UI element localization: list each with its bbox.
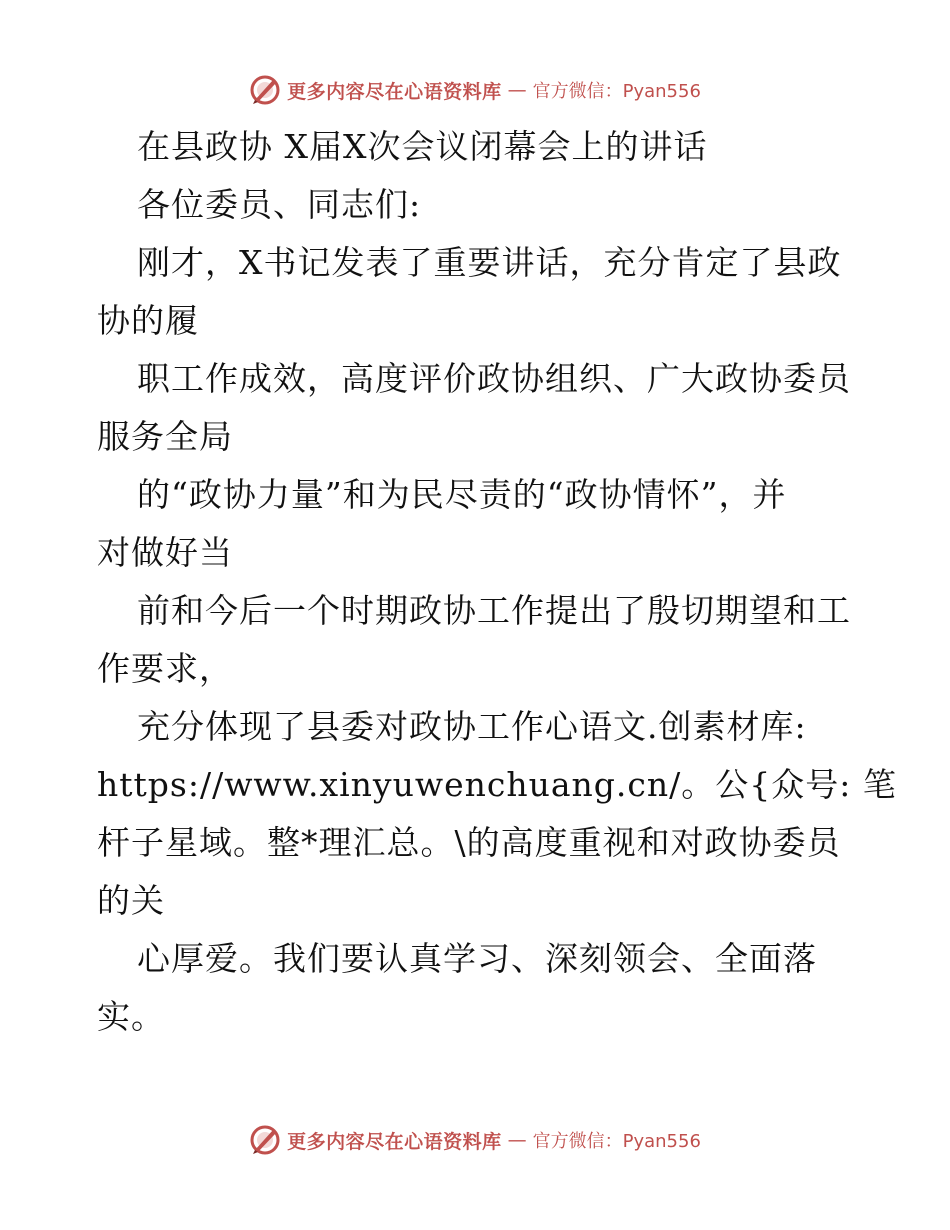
paragraph-line: 心厚爱。我们要认真学习、深刻领会、全面落 (137, 939, 817, 978)
banner-wechat-text: 官方微信：Pyan556 (532, 1131, 701, 1152)
paragraph-line: 的“政协力量”和为民尽责的“政协情怀”，并 (137, 475, 787, 514)
banner-separator: — (507, 1129, 527, 1151)
paragraph-line: 充分体现了县委对政协工作心语文.创素材库: (137, 707, 807, 746)
paragraph-line: 前和今后一个时期政协工作提出了殷切期望和工 (137, 591, 851, 630)
paragraph-line: 杆子星域。整*理汇总。\的高度重视和对政协委员 (97, 823, 841, 862)
paragraph-line: 作要求， (97, 649, 233, 688)
paragraph-line: 实。 (97, 997, 165, 1036)
feather-pen-logo-icon (249, 74, 281, 106)
document-body (97, 118, 897, 1046)
paragraph-line: 服务全局 (97, 417, 233, 456)
banner-separator: — (507, 79, 527, 101)
document-title: 在县政协 X届X次会议闭幕会上的讲话 (137, 127, 708, 166)
paragraph-line: https://www.xinyuwenchuang.cn/。公{众号: 笔 (97, 765, 897, 804)
paragraph-line: 职工作成效，高度评价政协组织、广大政协委员 (137, 359, 851, 398)
banner-main-text: 更多内容尽在心语资料库 (287, 1130, 502, 1153)
paragraph-line: 刚才，X书记发表了重要讲话，充分肯定了县政 (137, 243, 842, 282)
header-banner (0, 70, 950, 110)
footer-banner (0, 1120, 950, 1160)
banner-main-text: 更多内容尽在心语资料库 (287, 80, 502, 103)
paragraph-line: 协的履 (97, 301, 199, 340)
paragraph-line: 的关 (97, 881, 165, 920)
document-salutation: 各位委员、同志们: (137, 185, 422, 224)
feather-pen-logo-icon (249, 1124, 281, 1156)
paragraph-line: 对做好当 (97, 533, 233, 572)
banner-wechat-text: 官方微信：Pyan556 (532, 81, 701, 102)
